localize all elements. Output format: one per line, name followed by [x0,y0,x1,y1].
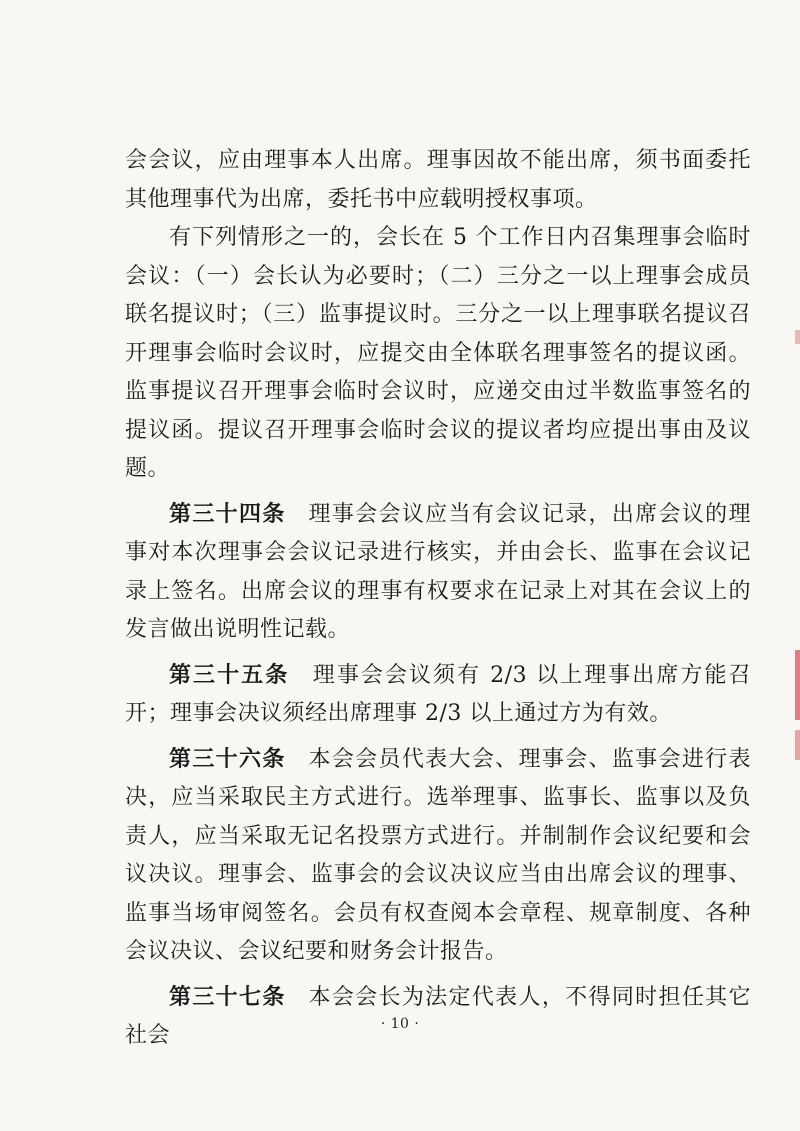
article-text: 理事会会议应当有会议记录，出席会议的理事对本次理事会会议记录进行核实，并由会长、监事在会议记录上签名。出席会议的理事有权要求在记录上对其在会议上的发言做出说明性记载。 [125,501,751,642]
scan-edge-mark [795,730,800,760]
body-text [125,142,751,1056]
article-label: 第三十七条 [169,984,286,1010]
article-text: 本会会长为法定代表人，不得同时担任其它社会 [125,984,751,1048]
scan-edge-mark [795,330,800,344]
scan-edge-mark [795,650,800,720]
interim-meeting-paragraph: 有下列情形之一的，会长在 5 个工作日内召集理事会临时会议：（一）会长认为必要时；（二）三分之一以上理事会成员联名提议时；（三）监事提议时。三分之一以上理事联名提议召开理事会临时会议时，应提交由全体联名理事签名的提议函。监事提议召开理事会临时会议时，应递交由过半数监事签名的提议函。提议召开理事会临时会议的提议者均应提出事由及议题。 [125,225,751,481]
article-label: 第三十六条 [169,746,286,772]
article-label: 第三十四条 [169,501,286,527]
page-number: · 10 · [380,1016,420,1032]
article-34 [125,496,751,650]
opening-paragraph: 会会议，应由理事本人出席。理事因故不能出席，须书面委托其他理事代为出席，委托书中应载明授权事项。 [125,148,751,212]
article-text: 理事会会议须有 2/3 以上理事出席方能召开；理事会决议须经出席理事 2/3 以上通过方为有效。 [125,662,751,726]
article-36 [125,741,751,972]
article-text: 本会会员代表大会、理事会、监事会进行表决，应当采取民主方式进行。选举理事、监事长、监事以及负责人，应当采取无记名投票方式进行。并制制作会议纪要和会议决议。理事会、监事会的会议决议应当由出席会议的理事、监事当场审阅签名。会员有权查阅本会章程、规章制度、各种会议决议、会议纪要和财务会计报告。 [125,746,751,964]
article-35 [125,657,751,734]
article-label: 第三十五条 [169,662,290,688]
